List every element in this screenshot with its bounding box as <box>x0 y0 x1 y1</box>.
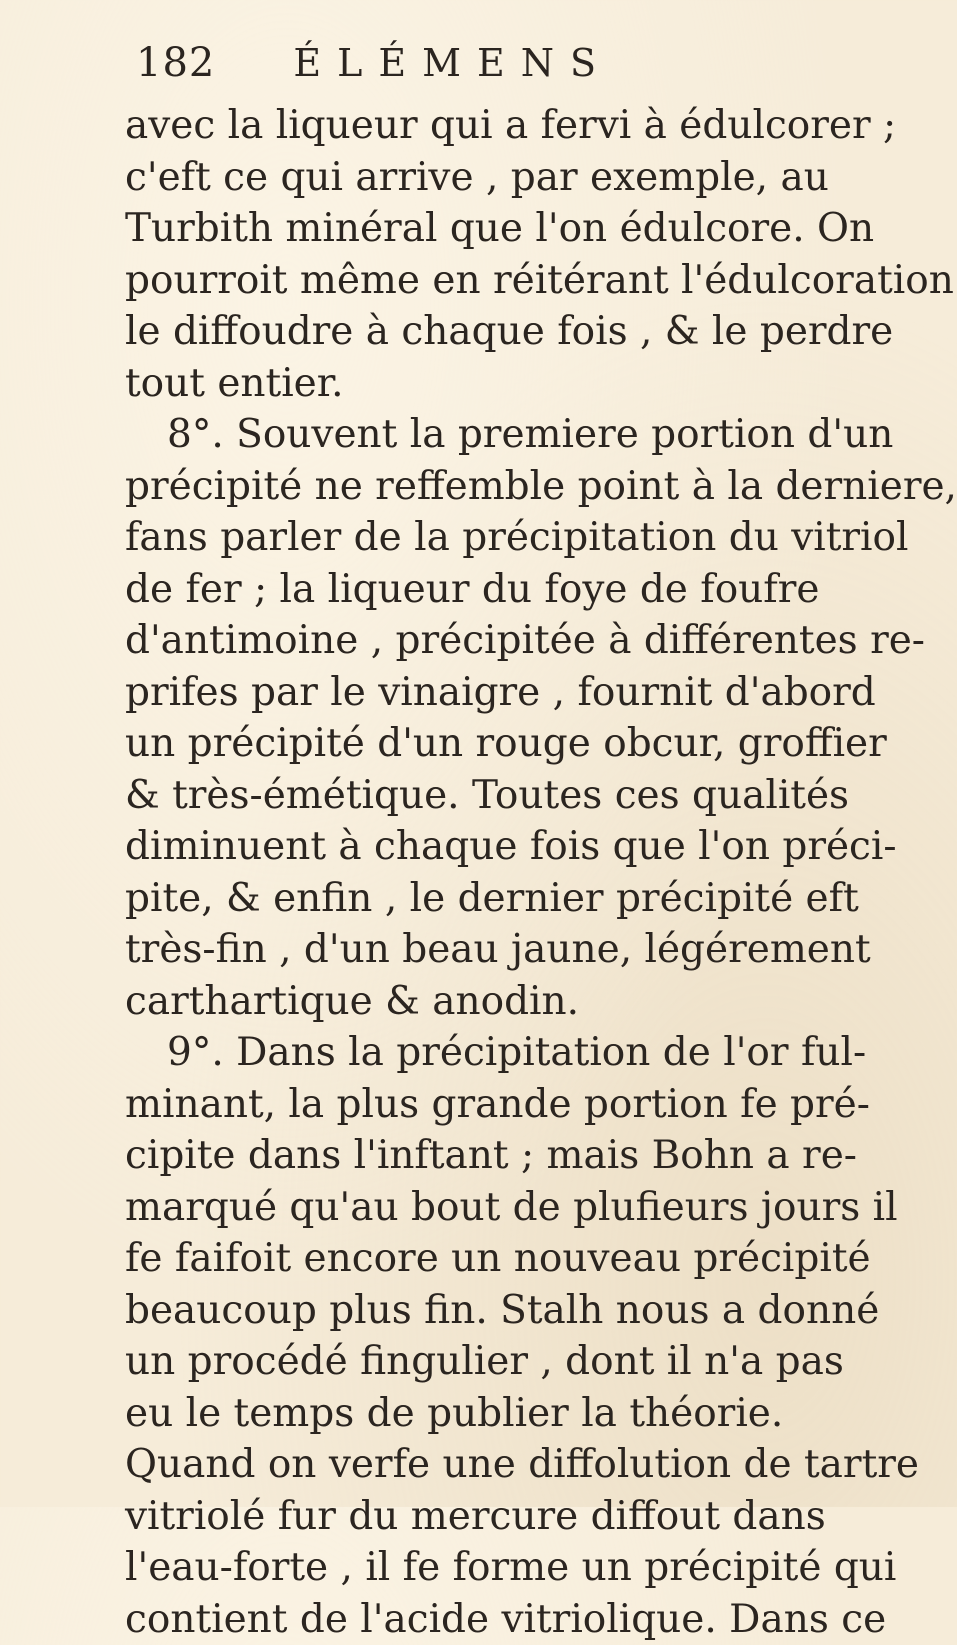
text-line: tout entier. <box>125 358 770 410</box>
text-line: avec la liqueur qui a fervi à édulcorer ; <box>125 100 770 152</box>
text-line: de fer ; la liqueur du foye de foufre <box>125 564 770 616</box>
text-line: fans parler de la précipitation du vitriol <box>125 512 770 564</box>
text-line: d'antimoine , précipitée à différentes re- <box>125 615 770 667</box>
text-line: 9°. Dans la précipitation de l'or ful- <box>125 1027 770 1079</box>
text-line: cipite dans l'inftant ; mais Bohn a re- <box>125 1130 770 1182</box>
text-line: Quand on verfe une diffolution de tartre <box>125 1439 770 1491</box>
text-line: très-fin , d'un beau jaune, légérement <box>125 924 770 976</box>
text-line: marqué qu'au bout de plufieurs jours il <box>125 1182 770 1234</box>
running-title: ÉLÉMENS <box>293 41 612 85</box>
text-line: & très-émétique. Toutes ces qualités <box>125 770 770 822</box>
text-line: un précipité d'un rouge obcur, groffier <box>125 718 770 770</box>
text-line: pite, & enfin , le dernier précipité eft <box>125 873 770 925</box>
text-line: Turbith minéral que l'on édulcore. On <box>125 203 770 255</box>
text-line: 8°. Souvent la premiere portion d'un <box>125 409 770 461</box>
text-line: l'eau-forte , il fe forme un précipité qui <box>125 1542 770 1594</box>
body-text <box>125 100 770 1645</box>
text-line: eu le temps de publier la théorie. <box>125 1388 770 1440</box>
text-line: précipité ne reffemble point à la derniere, <box>125 461 770 513</box>
text-line: pourroit même en réitérant l'édulcoration <box>125 255 770 307</box>
text-line: le diffoudre à chaque fois , & le perdre <box>125 306 770 358</box>
text-line: vitriolé fur du mercure diffout dans <box>125 1491 770 1543</box>
running-head <box>136 40 696 100</box>
text-line: carthartique & anodin. <box>125 976 770 1028</box>
text-line: minant, la plus grande portion fe pré- <box>125 1079 770 1131</box>
text-line: c'eft ce qui arrive , par exemple, au <box>125 152 770 204</box>
text-line: diminuent à chaque fois que l'on préci- <box>125 821 770 873</box>
page-number: 182 <box>136 40 215 86</box>
text-line: prifes par le vinaigre , fournit d'abord <box>125 667 770 719</box>
text-line: un procédé fingulier , dont il n'a pas <box>125 1336 770 1388</box>
text-line: fe faifoit encore un nouveau précipité <box>125 1233 770 1285</box>
text-line: beaucoup plus fin. Stalh nous a donné <box>125 1285 770 1337</box>
text-line: contient de l'acide vitriolique. Dans ce <box>125 1594 770 1645</box>
